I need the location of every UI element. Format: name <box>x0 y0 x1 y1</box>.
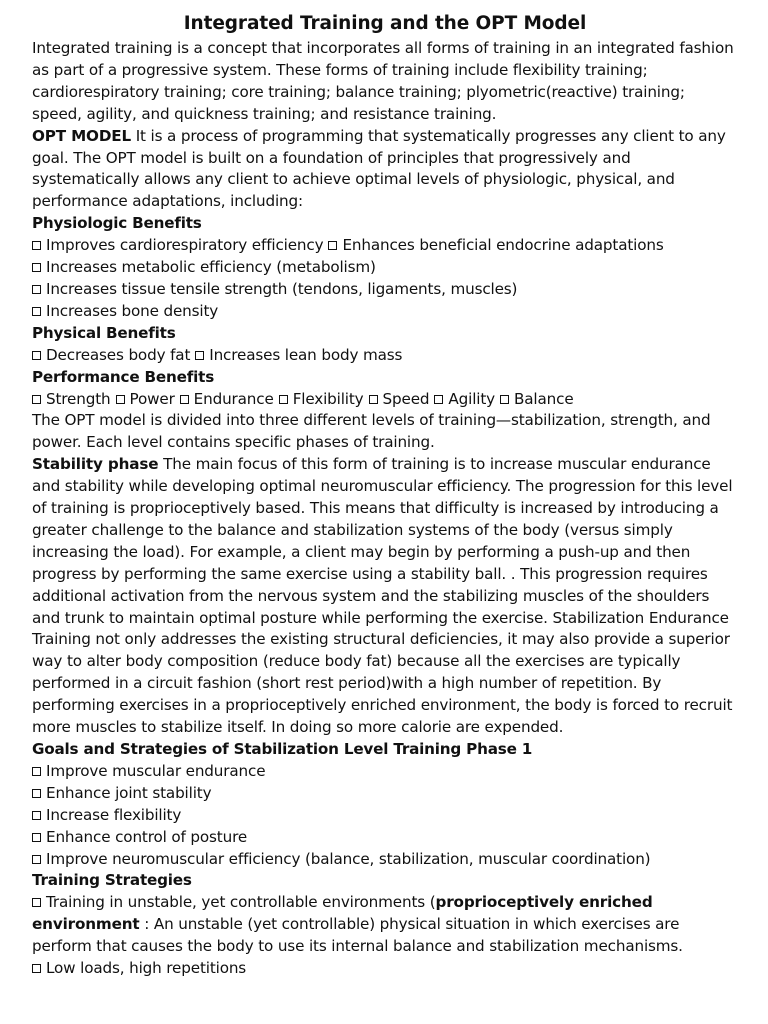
checkbox-icon <box>116 395 125 404</box>
list-item <box>32 761 738 783</box>
list-item-text: Increases metabolic efficiency (metabolism) <box>46 258 376 277</box>
list-item-text: Power <box>129 389 175 408</box>
list-item-text: Increases bone density <box>46 301 219 320</box>
opt-model-label: OPT MODEL <box>32 126 132 145</box>
list-item-text: Low loads, high repetitions <box>46 959 247 978</box>
stability-text: The main focus of this form of training is to increase muscular endurance and stability while developing optimal neuromuscular efficiency. The progression for this level of training is proprioceptively based. This means that difficulty is increased by introducing a greater challenge to the balance and stabilization systems of the body (versus simply increasing the load). For example, a client may begin by performing a push-up and then progress by performing the same exercise using a stability ball. . This progression requires additional activation from the nervous system and the stabilizing muscles of the shoulders and trunk to maintain optimal posture while performing the exercise. Stabilization Endurance Training not only addresses the existing structural deficiencies, it may also provide a superior way to alter body composition (reduce body fat) because all the exercises are typically performed in a circuit fashion (short rest period)with a high number of repetition. By performing exercises in a proprioceptively enriched environment, the body is forced to recruit more muscles to stabilize itself. In doing so more calorie are expended. <box>32 455 733 737</box>
checkbox-icon <box>32 351 41 360</box>
checkbox-icon <box>32 285 41 294</box>
list-item <box>32 389 738 411</box>
list-item-text: Endurance <box>193 389 274 408</box>
strategies-heading: Training Strategies <box>32 871 192 890</box>
list-item <box>32 235 738 257</box>
checkbox-icon <box>32 395 41 404</box>
levels-paragraph: The OPT model is divided into three different levels of training—stabilization, strength, and power. Each level contains specific phases of training. <box>32 411 711 452</box>
list-item-text: Enhance control of posture <box>46 827 248 846</box>
opt-model-paragraph <box>32 126 738 214</box>
list-item-text: Agility <box>448 389 495 408</box>
list-item-text: Improve muscular endurance <box>46 761 266 780</box>
physiologic-heading: Physiologic Benefits <box>32 214 202 233</box>
checkbox-icon <box>32 789 41 798</box>
checkbox-icon <box>328 241 337 250</box>
checkbox-icon <box>180 395 189 404</box>
list-item <box>32 783 738 805</box>
checkbox-icon <box>32 241 41 250</box>
list-item <box>32 805 738 827</box>
list-item-text: Strength <box>46 389 111 408</box>
checkbox-icon <box>32 263 41 272</box>
list-item-text: Training in unstable, yet controllable environments ( <box>46 893 436 912</box>
checkbox-icon <box>500 395 509 404</box>
stability-paragraph <box>32 454 738 739</box>
list-item-text: Increases lean body mass <box>209 345 403 364</box>
checkbox-icon <box>32 811 41 820</box>
physical-heading: Physical Benefits <box>32 323 176 342</box>
list-item <box>32 301 738 323</box>
stability-label: Stability phase <box>32 455 159 474</box>
list-item <box>32 279 738 301</box>
performance-heading: Performance Benefits <box>32 367 215 386</box>
checkbox-icon <box>32 898 41 907</box>
checkbox-icon <box>369 395 378 404</box>
list-item-bold-text: proprioceptively enriched environment <box>32 893 653 934</box>
document-title: Integrated Training and the OPT Model <box>183 13 587 34</box>
checkbox-icon <box>279 395 288 404</box>
list-item <box>32 849 738 871</box>
list-item-text: Enhances beneficial endocrine adaptations <box>342 236 664 255</box>
checkbox-icon <box>32 307 41 316</box>
list-item-text: Decreases body fat <box>46 345 191 364</box>
checkbox-icon <box>32 855 41 864</box>
list-item <box>32 958 738 980</box>
goals-heading: Goals and Strategies of Stabilization Level Training Phase 1 <box>32 740 533 758</box>
list-item <box>32 257 738 279</box>
checkbox-icon <box>434 395 443 404</box>
intro-paragraph: Integrated training is a concept that incorporates all forms of training in an integrated fashion as part of a progressive system. These forms of training include flexibility training; cardiorespiratory training; core training; balance training; plyometric(reactive) training; speed, agility, and quickness training; and resistance training. <box>32 39 734 123</box>
list-item-text: Balance <box>513 389 574 408</box>
checkbox-icon <box>32 833 41 842</box>
checkbox-icon <box>195 351 204 360</box>
list-item-text: Improves cardiorespiratory efficiency <box>46 236 324 255</box>
list-item-text: Increase flexibility <box>46 805 182 824</box>
list-item-text: Increases tissue tensile strength (tendons, ligaments, muscles) <box>46 279 518 298</box>
list-item-text: Enhance joint stability <box>46 783 212 802</box>
list-item <box>32 345 738 367</box>
list-item-text: Flexibility <box>292 389 364 408</box>
list-item-text: Speed <box>382 389 430 408</box>
list-item-text: : An unstable (yet controllable) physical situation in which exercises are perform that causes the body to use its internal balance and stabilization mechanisms. <box>32 915 683 956</box>
list-item <box>32 892 738 958</box>
list-item-text: Improve neuromuscular efficiency (balance, stabilization, muscular coordination) <box>46 849 651 868</box>
checkbox-icon <box>32 964 41 973</box>
checkbox-icon <box>32 767 41 776</box>
opt-model-text: It is a process of programming that systematically progresses any client to any goal. The OPT model is built on a foundation of principles that progressively and systematically allows any client to achieve optimal levels of physiologic, physical, and performance adaptations, including: <box>32 126 726 211</box>
list-item <box>32 827 738 849</box>
